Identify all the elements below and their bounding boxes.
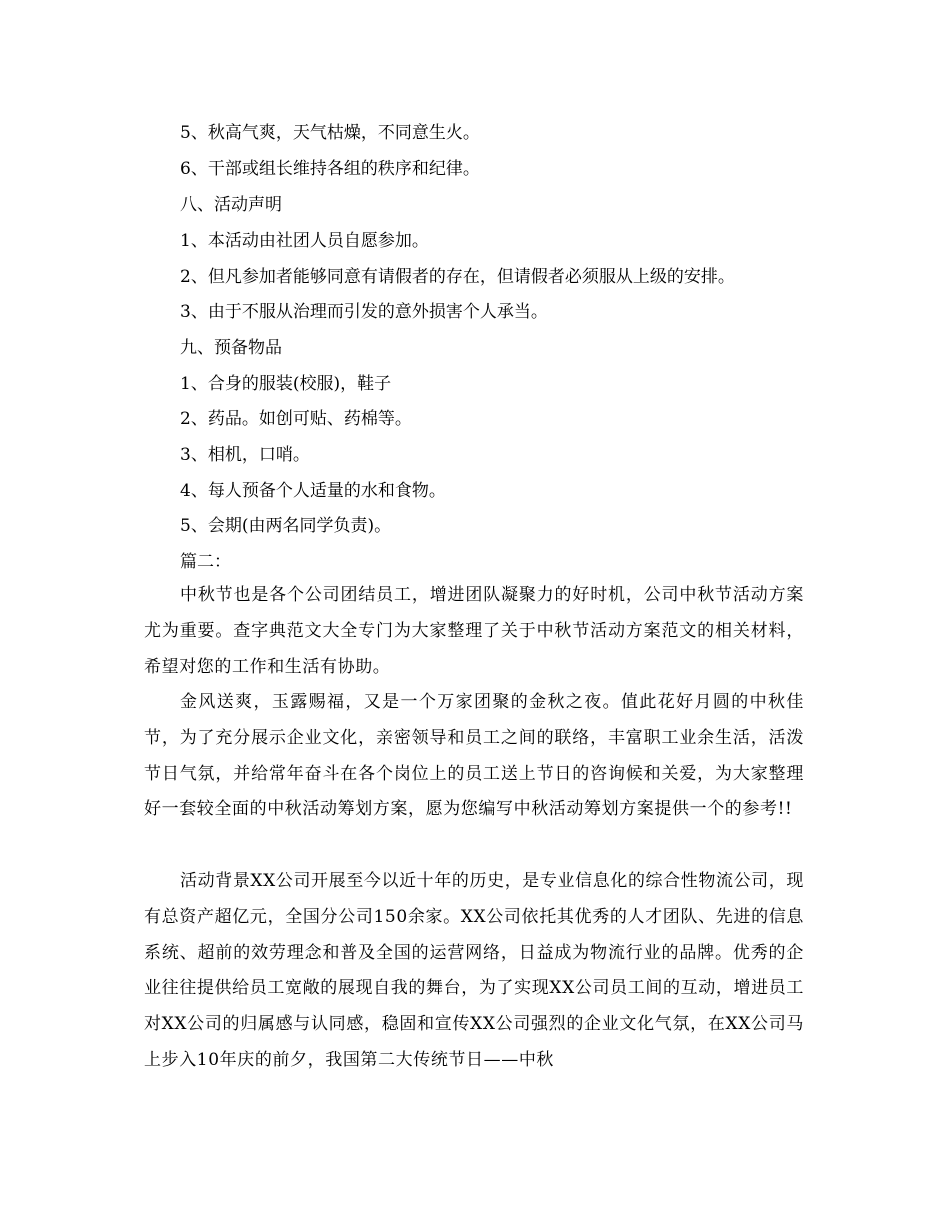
paragraph-intro: 中秋节也是各个公司团结员工，增进团队凝聚力的好时机，公司中秋节活动方案尤为重要。查字典范文大全专门为大家整理了关于中秋节活动方案范文的相关材料，希望对您的工作和生活有协助。 — [144, 585, 804, 677]
list-item-clothing: 1、合身的服装(校服)，鞋子 — [180, 374, 392, 394]
list-item-order-rule: 6、干部或组长维持各组的秩序和纪律。 — [180, 159, 480, 179]
section-heading-supplies: 九、预备物品 — [180, 338, 282, 358]
list-item-camera: 3、相机，口哨。 — [180, 445, 310, 465]
section-heading-statement: 八、活动声明 — [180, 195, 282, 215]
list-item-leave: 2、但凡参加者能够同意有请假者的存在，但请假者必须服从上级的安排。 — [180, 267, 735, 287]
list-item-food: 4、每人预备个人适量的水和食物。 — [180, 481, 446, 501]
paragraph-background: 活动背景XX公司开展至今以近十年的历史，是专业信息化的综合性物流公司，现有总资产超亿元，全国分公司150余家。XX公司依托其优秀的人才团队、先进的信息系统、超前的效劳理念和普及全国的运营网络，日益成为物流行业的品牌。优秀的企业往往提供给员工宽敞的展现自我的舞台，为了实现XX公司员工间的互动，增进员工对XX公司的归属感与认同感，稳固和宣传XX公司强烈的企业文化气氛，在XX公司马上步入10年庆的前夕，我国第二大传统节日——中秋 — [144, 871, 804, 1070]
list-item-fire-rule: 5、秋高气爽，天气枯燥，不同意生火。 — [180, 123, 480, 143]
list-item-medicine: 2、药品。如创可贴、药棉等。 — [180, 409, 412, 429]
paragraph-festival: 金风送爽，玉露赐福，又是一个万家团聚的金秋之夜。值此花好月圆的中秋佳节，为了充分展示企业文化，亲密领导和员工之间的联络，丰富职工业余生活，活泼节日气氛，并给常年奋斗在各个岗位上的员工送上节日的咨询候和关爱，为大家整理好一套较全面的中秋活动筹划方案，愿为您编写中秋活动筹划方案提供一个的参考!! — [144, 692, 804, 820]
list-item-liability: 3、由于不服从治理而引发的意外损害个人承当。 — [180, 302, 548, 322]
part-two-heading: 篇二： — [180, 552, 231, 572]
list-item-voluntary: 1、本活动由社团人员自愿参加。 — [180, 231, 429, 251]
list-item-meeting: 5、会期(由两名同学负责)。 — [180, 516, 392, 536]
